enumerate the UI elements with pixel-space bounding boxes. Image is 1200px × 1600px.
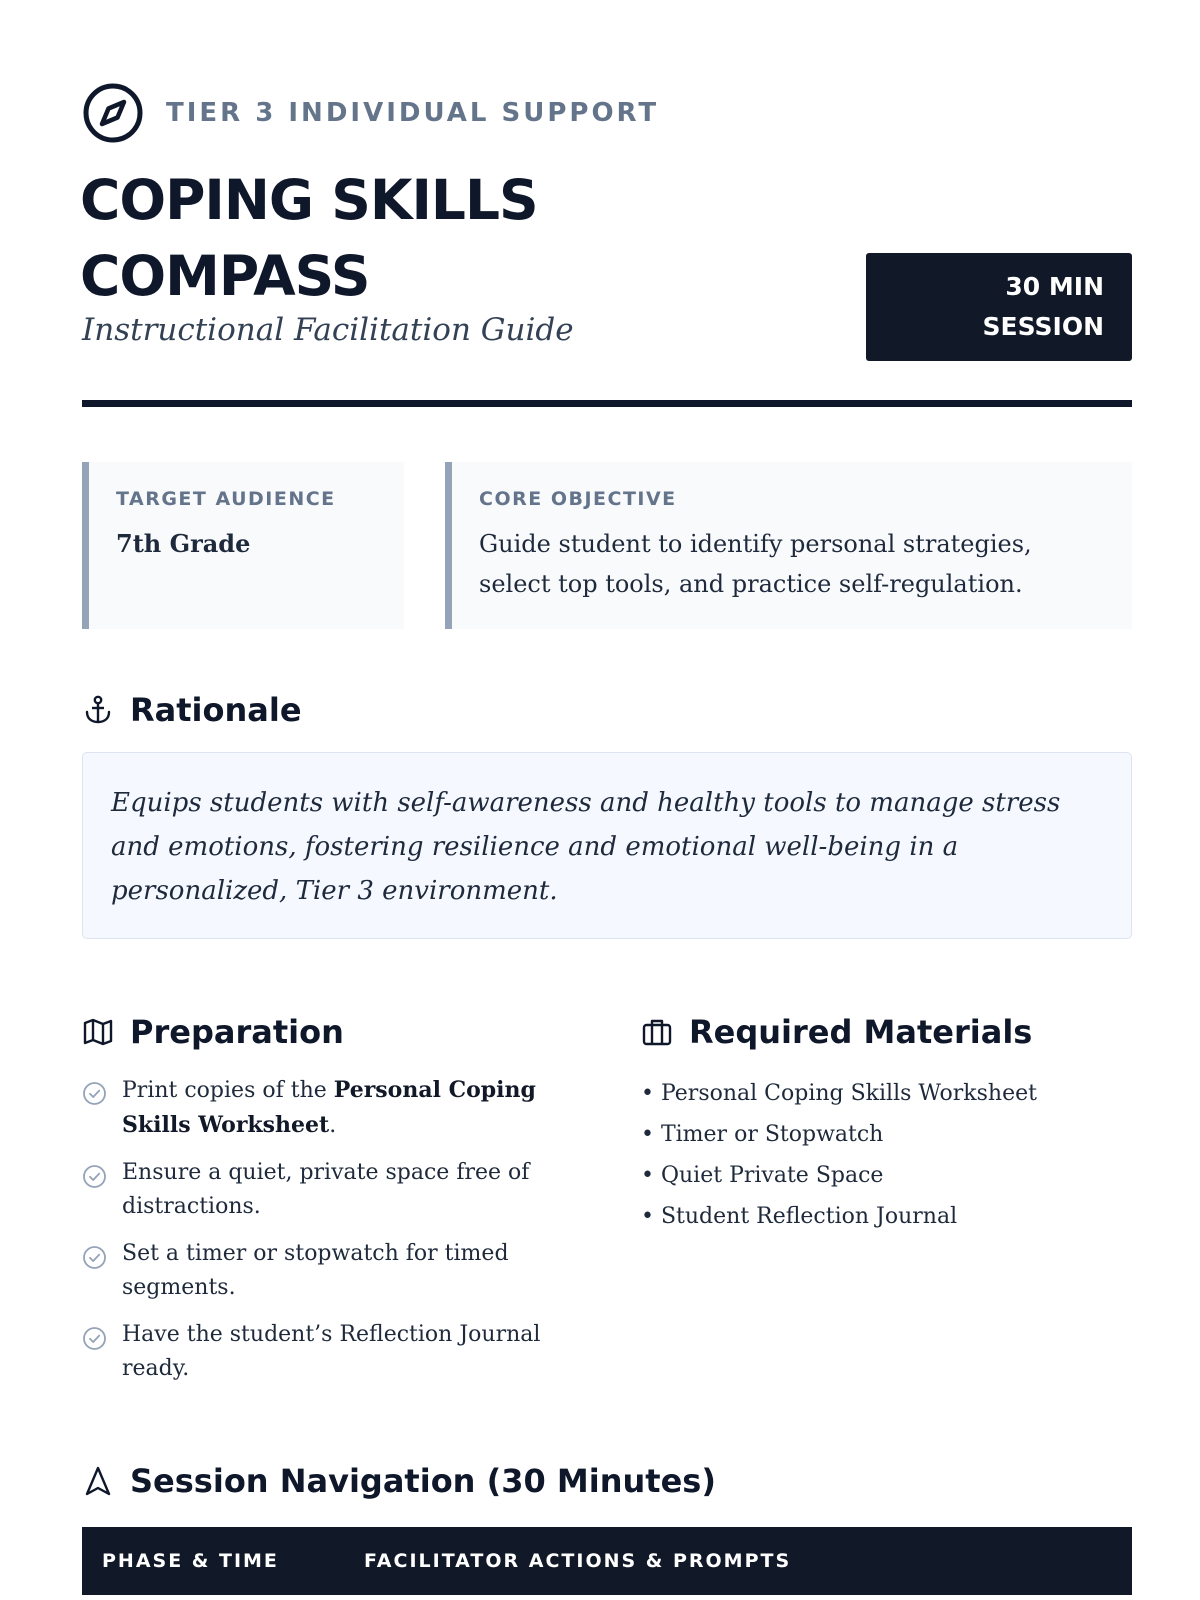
column-header-phase: PHASE & TIME [102, 1550, 279, 1572]
page-subtitle: Instructional Facilitation Guide [82, 312, 574, 348]
check-circle-icon [82, 1164, 107, 1189]
list-item [82, 1237, 602, 1305]
prep-item-text: Set a timer or stopwatch for timed segments. [122, 1241, 509, 1300]
check-circle-icon [82, 1245, 107, 1270]
objective-value: Guide student to identify personal strategies, select top tools, and practice self-regulation. [479, 530, 1032, 598]
preparation-title: Preparation [130, 1013, 344, 1051]
worksheet-name: Personal Coping Skills Worksheet [122, 1077, 536, 1138]
objective-label: CORE OBJECTIVE [479, 488, 677, 510]
check-circle-icon [82, 1081, 107, 1106]
list-item: • Personal Coping Skills Worksheet [641, 1081, 1037, 1106]
preparation-heading [82, 1013, 344, 1051]
prep-item-text: Print copies of the Personal Coping Skills Worksheet. [122, 1077, 536, 1138]
session-navigation-heading [82, 1462, 716, 1500]
title-line-2: COMPASS [80, 244, 370, 308]
rationale-text: Equips students with self-awareness and healthy tools to manage stress and emotions, fostering resilience and emotional well-being in a personalized, Tier 3 environment. [82, 752, 1132, 939]
check-circle-icon [82, 1326, 107, 1351]
briefcase-icon [641, 1016, 673, 1048]
list-item: • Quiet Private Space [641, 1163, 884, 1188]
core-objective-card [445, 462, 1132, 629]
prep-item-text: Ensure a quiet, private space free of distractions. [122, 1160, 530, 1219]
audience-label: TARGET AUDIENCE [116, 488, 336, 510]
page-title [80, 162, 780, 314]
title-line-1: COPING SKILLS [80, 168, 538, 232]
column-header-actions: FACILITATOR ACTIONS & PROMPTS [364, 1550, 792, 1572]
rationale-heading [82, 691, 302, 729]
list-item: • Student Reflection Journal [641, 1204, 958, 1229]
header-divider [82, 400, 1132, 407]
badge-line-2: SESSION [982, 312, 1104, 341]
compass-icon [82, 82, 144, 144]
navigation-icon [82, 1465, 114, 1497]
target-audience-card [82, 462, 404, 629]
session-navigation-title: Session Navigation (30 Minutes) [130, 1462, 716, 1500]
tier-kicker: TIER 3 INDIVIDUAL SUPPORT [166, 98, 660, 128]
list-item [82, 1073, 602, 1143]
list-item [82, 1318, 602, 1386]
materials-title: Required Materials [689, 1013, 1033, 1051]
prep-item-text: Have the student’s Reflection Journal ready. [122, 1322, 541, 1381]
map-icon [82, 1016, 114, 1048]
anchor-icon [82, 694, 114, 726]
session-length-badge [866, 253, 1132, 361]
list-item [82, 1156, 602, 1224]
rationale-title: Rationale [130, 691, 302, 729]
header-kicker-row [82, 82, 659, 144]
preparation-list [82, 1073, 602, 1399]
badge-line-1: 30 MIN [1005, 272, 1104, 301]
audience-value: 7th Grade [116, 529, 251, 558]
list-item: • Timer or Stopwatch [641, 1122, 884, 1147]
materials-list [641, 1073, 1121, 1237]
materials-heading [641, 1013, 1032, 1051]
session-table-header [82, 1527, 1132, 1595]
